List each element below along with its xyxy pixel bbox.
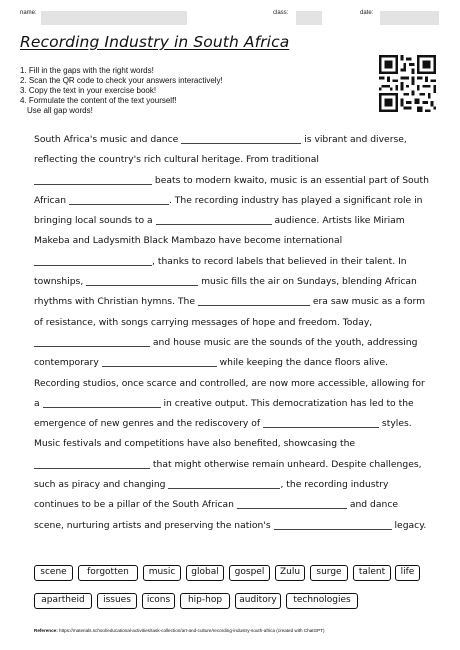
word-chip-scene[interactable]: scene <box>34 565 73 581</box>
name-label: name: <box>20 10 37 16</box>
word-chip-gospel[interactable]: gospel <box>229 565 270 581</box>
word-chip-technologies[interactable]: technologies <box>286 593 358 609</box>
text-segment: , the recording industry continues to be a pillar of the South African <box>34 479 389 511</box>
instruction-item: 3. Copy the text in your exercise book! <box>20 86 157 95</box>
reference <box>34 628 325 633</box>
text-segment: while keeping the dance floors alive. Recording studios, once scarce and controlled, are now more accessible, allowing for a <box>34 357 425 409</box>
instruction-item: 1. Fill in the gaps with the right words! <box>20 66 154 75</box>
qr-code-icon[interactable] <box>379 55 436 112</box>
text-segment: South Africa's music and dance <box>34 134 182 145</box>
gap-blank[interactable] <box>86 275 198 286</box>
text-segment: and dance scene, nurturing artists and preserving the nation's <box>34 499 399 531</box>
word-chip-music[interactable]: music <box>143 565 181 581</box>
word-chip-global[interactable]: global <box>186 565 224 581</box>
date-label: date: <box>360 10 374 16</box>
reference-label: Reference: <box>34 628 58 633</box>
gap-blank[interactable] <box>34 255 152 266</box>
instruction-item: 4. Formulate the content of the text yourself! <box>20 96 177 105</box>
instruction-item: 2. Scan the QR code to check your answers interactively! <box>20 76 223 85</box>
text-segment: , thanks to record labels that believed in their talent. In townships, <box>34 255 407 288</box>
text-segment: styles. Music festivals and competitions have also benefited, showcasing the <box>34 418 412 450</box>
gap-blank[interactable] <box>263 417 379 428</box>
gap-blank[interactable] <box>198 295 310 306</box>
text-segment: in creative output. This democratization has led to the emergence of new genres and the rediscovery of <box>34 397 414 430</box>
gap-blank[interactable] <box>168 478 280 489</box>
word-chip-auditory[interactable]: auditory <box>235 593 281 609</box>
gap-blank[interactable] <box>102 356 217 367</box>
gap-blank[interactable] <box>43 397 161 408</box>
reference-link[interactable]: https://materials.school/educational-activities/task-collection/art-and-culture/recording-industry-south-africa (created with ChatGPT) <box>57 628 325 633</box>
gap-blank[interactable] <box>237 498 347 509</box>
text-segment: legacy. <box>391 519 427 531</box>
text-segment: that might otherwise remain unheard. Despite challenges, such as piracy and changing <box>34 458 422 491</box>
date-field[interactable] <box>380 11 439 25</box>
gap-blank[interactable] <box>34 174 152 185</box>
gap-blank[interactable] <box>69 194 169 205</box>
worksheet-title: Recording Industry in South Africa <box>20 33 290 51</box>
gap-blank[interactable] <box>274 519 392 530</box>
gap-blank[interactable] <box>34 336 150 347</box>
class-label: class: <box>273 10 289 16</box>
text-segment: . The recording industry has played a significant role in bringing local sounds to a <box>34 194 423 227</box>
text-segment: is vibrant and diverse, reflecting the country's rich cultural heritage. From traditional <box>34 134 407 166</box>
gap-blank[interactable] <box>156 214 272 225</box>
word-chip-zulu[interactable]: Zulu <box>275 565 305 581</box>
text-segment: era saw music as a form of resistance, with songs carrying messages of hope and freedom. Today, <box>34 296 426 328</box>
gap-blank[interactable] <box>181 133 301 144</box>
class-field[interactable] <box>296 11 322 25</box>
instructions <box>20 66 340 116</box>
word-chip-surge[interactable]: surge <box>310 565 348 581</box>
word-chip-hip-hop[interactable]: hip-hop <box>180 593 230 609</box>
gap-text <box>34 130 430 536</box>
word-chip-forgotten[interactable]: forgotten <box>78 565 138 581</box>
word-chip-talent[interactable]: talent <box>353 565 391 581</box>
name-field[interactable] <box>41 11 187 25</box>
instruction-item: Use all gap words! <box>27 106 93 115</box>
word-chip-issues[interactable]: issues <box>97 593 137 609</box>
text-segment: audience. Artists like Miriam Makeba and Ladysmith Black Mambazo have become international <box>34 215 405 247</box>
text-segment: and house music are the sounds of the youth, addressing contemporary <box>34 336 418 369</box>
text-segment: beats to modern kwaito, music is an essential part of South African <box>34 174 429 206</box>
text-segment: music fills the air on Sundays, blending African rhythms with Christian hymns. The <box>34 276 417 308</box>
word-chip-icons[interactable]: icons <box>142 593 175 609</box>
word-chip-life[interactable]: life <box>395 565 420 581</box>
word-chip-apartheid[interactable]: apartheid <box>34 593 92 609</box>
gap-blank[interactable] <box>34 458 150 469</box>
